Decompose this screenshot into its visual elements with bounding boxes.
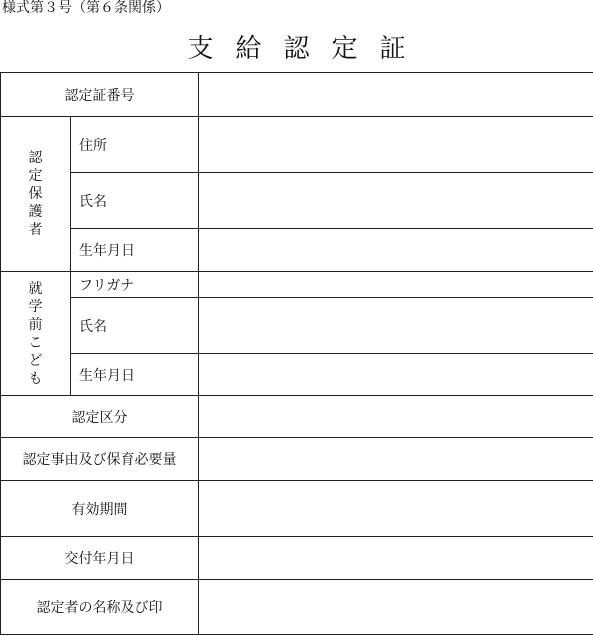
reason-row	[1, 438, 593, 481]
validity-field[interactable]	[199, 481, 593, 537]
guardian-name-row	[1, 173, 593, 229]
guardian-name-label: 氏名	[71, 173, 199, 229]
child-name-row	[1, 298, 593, 354]
reason-field[interactable]	[199, 438, 593, 481]
guardian-address-row	[1, 117, 593, 173]
guardian-birth-row	[1, 229, 593, 272]
guardian-birth-label: 生年月日	[71, 229, 199, 272]
guardian-birth-field[interactable]	[199, 229, 593, 272]
validity-label: 有効期間	[1, 481, 199, 537]
category-row	[1, 396, 593, 438]
guardian-address-label: 住所	[71, 117, 199, 173]
reason-label: 認定事由及び保育必要量	[1, 438, 199, 481]
category-label: 認定区分	[1, 396, 199, 438]
child-birth-label: 生年月日	[71, 354, 199, 396]
page-title: 支給認定証	[187, 34, 428, 64]
cert-number-boxes[interactable]	[199, 73, 593, 117]
certifier-field[interactable]	[199, 580, 593, 635]
certifier-row	[1, 580, 593, 635]
guardian-group-label: 認 定 保 護 者	[1, 117, 71, 272]
certifier-label: 認定者の名称及び印	[1, 580, 199, 635]
form-number-caption: 様式第３号（第６条関係）	[2, 0, 170, 16]
issue-date-field[interactable]	[199, 537, 593, 580]
guardian-address-field[interactable]	[199, 117, 593, 173]
guardian-name-field[interactable]	[199, 173, 593, 229]
child-name-label: 氏名	[71, 298, 199, 354]
child-furigana-field[interactable]	[199, 272, 593, 298]
certificate-form	[0, 72, 593, 635]
child-birth-row	[1, 354, 593, 396]
issue-date-row	[1, 537, 593, 580]
child-group-label: 就 学 前 こ ど も	[1, 272, 71, 396]
child-furigana-row	[1, 272, 593, 298]
cert-number-row	[1, 73, 593, 117]
cert-number-label: 認定証番号	[1, 73, 199, 117]
validity-row	[1, 481, 593, 537]
child-name-field[interactable]	[199, 298, 593, 354]
child-birth-field[interactable]	[199, 354, 593, 396]
category-field[interactable]	[199, 396, 593, 438]
issue-date-label: 交付年月日	[1, 537, 199, 580]
child-furigana-label: フリガナ	[71, 272, 199, 298]
